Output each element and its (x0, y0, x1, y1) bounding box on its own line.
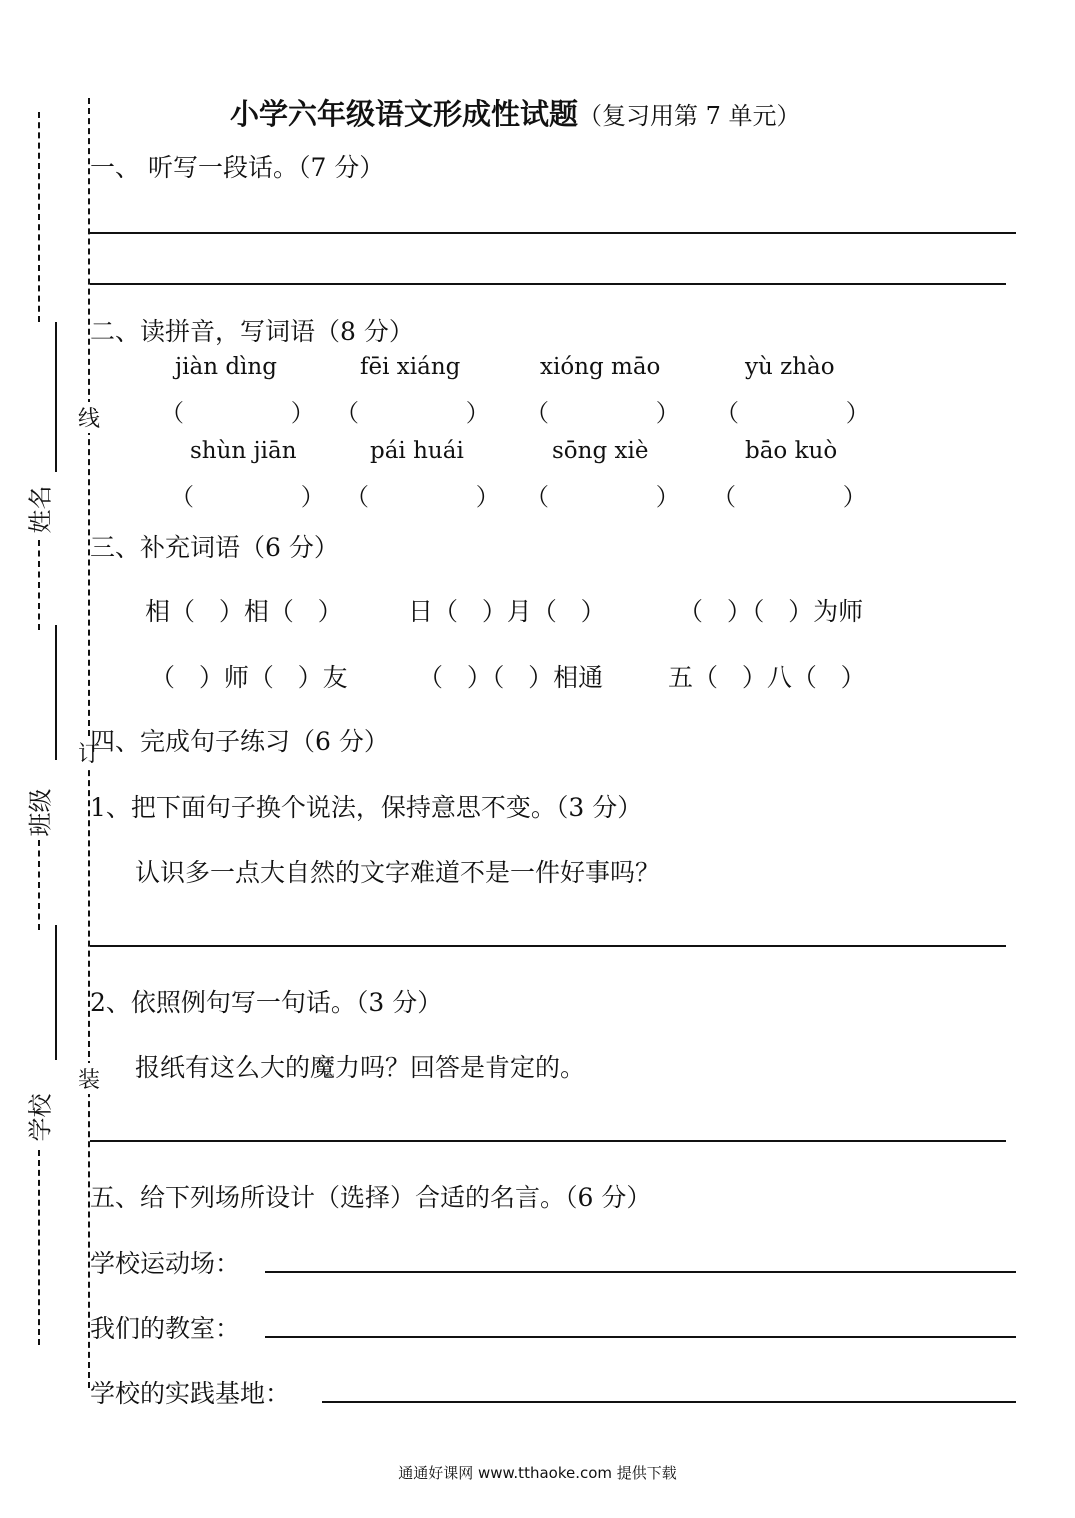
answer-line[interactable] (322, 1401, 1016, 1403)
idiom-fill-item[interactable]: （ ）师（ ）友 (150, 663, 348, 692)
section-3-heading: 三、补充词语（6 分） (90, 533, 339, 562)
pinyin-item: jiàn dìng (175, 354, 277, 380)
seal-char-xian: 线 (78, 402, 100, 433)
pinyin-item: shùn jiān (190, 438, 297, 464)
pinyin-item: xióng māo (540, 354, 661, 380)
section-1-heading: 一、 听写一段话。（7 分） (90, 153, 385, 182)
footer-source: 通通好课网 www.tthaoke.com 提供下载 (398, 1464, 677, 1482)
idiom-fill-item[interactable]: 日（ ）月（ ） (408, 597, 606, 626)
section-2-heading: 二、读拼音，写词语（8 分） (90, 317, 414, 346)
school-label: 学校 (26, 1093, 55, 1142)
answer-line (90, 945, 1006, 947)
page-title (230, 92, 801, 133)
pinyin-item: sōng xiè (552, 438, 649, 464)
title-main: 小学六年级语文形成性试题 (230, 97, 579, 131)
answer-parentheses[interactable]: （ ） (345, 483, 500, 511)
answer-line[interactable] (265, 1271, 1016, 1273)
question-2: 2、依照例句写一句话。（3 分） (90, 988, 443, 1017)
answer-parentheses[interactable]: （ ） (335, 399, 490, 427)
question-1-text: 认识多一点大自然的文字难道不是一件好事吗？ (135, 858, 661, 887)
answer-parentheses[interactable]: （ ） (712, 483, 867, 511)
answer-parentheses[interactable]: （ ） (160, 399, 315, 427)
pinyin-item: bāo kuò (745, 438, 838, 464)
answer-line (90, 232, 1016, 234)
answer-parentheses[interactable]: （ ） (715, 399, 870, 427)
answer-parentheses[interactable]: （ ） (170, 483, 325, 511)
pinyin-item: pái huái (370, 438, 464, 464)
binding-dashed-line (38, 540, 40, 630)
school-blank-line (55, 925, 57, 1060)
answer-line[interactable] (265, 1336, 1016, 1338)
seal-char-zhuang: 装 (78, 1063, 100, 1094)
section-4-heading: 四、完成句子练习（6 分） (90, 727, 389, 756)
class-blank-line (55, 625, 57, 760)
pinyin-item: fēi xiáng (360, 354, 461, 380)
idiom-fill-item[interactable]: （ ）（ ）相通 (418, 663, 604, 692)
place-label-practice-base: 学校的实践基地： (90, 1379, 291, 1408)
answer-line (90, 283, 1006, 285)
place-label-classroom: 我们的教室： (90, 1314, 241, 1343)
answer-line (90, 1140, 1006, 1142)
binding-dashed-line (38, 840, 40, 930)
section-5-heading: 五、给下列场所设计（选择）合适的名言。（6 分） (90, 1183, 652, 1212)
idiom-fill-item[interactable]: （ ）（ ）为师 (678, 597, 864, 626)
answer-parentheses[interactable]: （ ） (525, 399, 680, 427)
idiom-fill-item[interactable]: 五（ ）八（ ） (668, 663, 866, 692)
name-label: 姓名 (26, 485, 55, 534)
title-sub: （复习用第 7 单元） (578, 102, 801, 130)
question-2-text: 报纸有这么大的魔力吗？回答是肯定的。 (135, 1053, 586, 1082)
name-blank-line (55, 322, 57, 472)
seal-char-ding: 订 (78, 737, 100, 768)
answer-parentheses[interactable]: （ ） (525, 483, 680, 511)
place-label-sports-field: 学校运动场： (90, 1249, 241, 1278)
idiom-fill-item[interactable]: 相（ ）相（ ） (145, 597, 343, 626)
binding-dashed-line (38, 1150, 40, 1345)
question-1: 1、把下面句子换个说法，保持意思不变。（3 分） (90, 793, 643, 822)
pinyin-item: yù zhào (745, 354, 835, 380)
class-label: 班级 (26, 788, 55, 837)
binding-dashed-line (38, 112, 40, 322)
